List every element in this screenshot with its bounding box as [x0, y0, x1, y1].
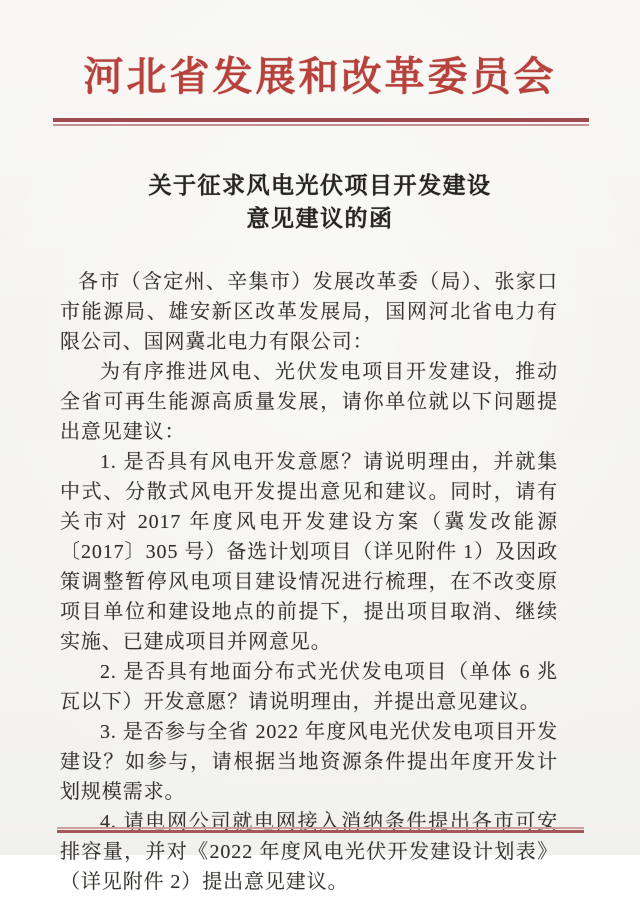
- document-body: [60, 267, 558, 897]
- paragraph-item-1: 1. 是否具有风电开发意愿？请说明理由，并就集中式、分散式风电开发提出意见和建议。同时，请有关市对 2017 年度风电开发建设方案（冀发改能源〔2017〕305 号）备选计划项目（详见附件 1）及因政策调整暂停风电项目建设情况进行梳理，在不改变原项目单位和建设地点的前提下，提出项目取消、继续实施、已建成项目并网意见。: [60, 451, 558, 653]
- salutation-line: 各市（含定州、辛集市）发展改革委（局）、张家口市能源局、雄安新区改革发展局，国网河北省电力有限公司、国网冀北电力有限公司：: [60, 271, 558, 353]
- paragraph-intro: 为有序推进风电、光伏发电项目开发建设，推动全省可再生能源高质量发展，请你单位就以下问题提出意见建议：: [60, 361, 558, 443]
- paragraph-item-3: 3. 是否参与全省 2022 年度风电光伏发电项目开发建设？如参与，请根据当地资源条件提出年度开发计划规模需求。: [60, 721, 558, 803]
- paragraph-item-2: 2. 是否具有地面分布式光伏发电项目（单体 6 兆瓦以下）开发意愿？请说明理由，并提出意见建议。: [60, 661, 558, 713]
- document-title-line1: 关于征求风电光伏项目开发建设: [148, 173, 492, 198]
- document-title-line2: 意见建议的函: [246, 206, 394, 231]
- footer-double-rule: [57, 827, 584, 833]
- letterhead-double-rule: [53, 118, 589, 126]
- letterhead-title: 河北省发展和改革委员会: [83, 54, 557, 99]
- paragraph-item-4: 4. 请电网公司就电网接入消纳条件提出各市可安排容量，并对《2022 年度风电光伏开发建设计划表》（详见附件 2）提出意见建议。: [60, 811, 558, 893]
- document-title: [0, 169, 640, 235]
